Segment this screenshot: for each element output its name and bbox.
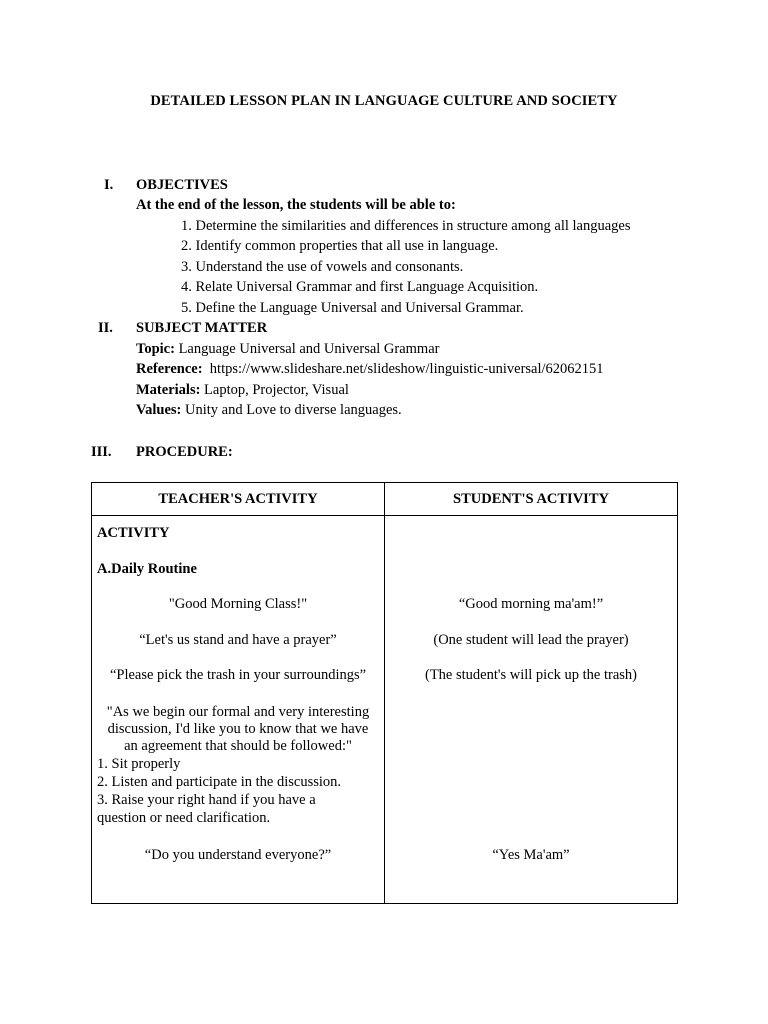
- table-header-student: STUDENT'S ACTIVITY: [453, 491, 609, 507]
- student-greeting: “Good morning ma'am!”: [458, 596, 604, 612]
- document-title: DETAILED LESSON PLAN IN LANGUAGE CULTURE AND SOCIETY: [150, 93, 618, 109]
- teacher-rule-2: 2. Listen and participate in the discussion.: [97, 774, 342, 790]
- teacher-rule-1: 1. Sit properly: [97, 756, 181, 772]
- reference-link[interactable]: https://www.slideshare.net/slideshow/linguistic-universal/62062151: [202, 361, 604, 377]
- teacher-rule-3a: 3. Raise your right hand if you have a: [97, 792, 316, 808]
- topic-label: Topic:: [136, 341, 175, 357]
- section-numeral-procedure: III.: [91, 444, 112, 460]
- values-value: Unity and Love to diverse languages.: [181, 402, 402, 418]
- teacher-understand: “Do you understand everyone?”: [144, 847, 332, 863]
- section-numeral-subject-matter: II.: [98, 320, 113, 336]
- section-heading-procedure: PROCEDURE:: [136, 444, 233, 460]
- section-heading-objectives: OBJECTIVES: [136, 177, 228, 193]
- student-trash: (The student's will pick up the trash): [424, 667, 637, 683]
- teacher-rule-3b: question or need clarification.: [97, 810, 271, 826]
- objective-item-1: 1. Determine the similarities and differences in structure among all languages: [181, 218, 631, 234]
- objective-item-3: 3. Understand the use of vowels and consonants.: [181, 259, 464, 275]
- section-numeral-objectives: I.: [104, 177, 114, 193]
- daily-routine-heading: A.Daily Routine: [97, 561, 197, 577]
- teacher-agreement-line-3: an agreement that should be followed:": [124, 738, 352, 754]
- teacher-agreement-line-2: discussion, I'd like you to know that we have: [107, 721, 369, 737]
- student-prayer: (One student will lead the prayer): [433, 632, 629, 648]
- procedure-table: [91, 482, 678, 904]
- objectives-intro: At the end of the lesson, the students will be able to:: [136, 197, 456, 213]
- table-header-teacher: TEACHER'S ACTIVITY: [158, 491, 318, 507]
- reference-label: Reference:: [136, 361, 203, 377]
- topic-row: [136, 339, 439, 359]
- teacher-agreement-line-1: "As we begin our formal and very interesting: [106, 704, 370, 720]
- materials-value: Laptop, Projector, Visual: [200, 382, 349, 398]
- objective-item-5: 5. Define the Language Universal and Universal Grammar.: [181, 300, 524, 316]
- reference-row: [136, 359, 604, 379]
- objective-item-2: 2. Identify common properties that all use in language.: [181, 238, 499, 254]
- table-column-divider: [384, 483, 385, 903]
- teacher-trash: “Please pick the trash in your surroundings”: [109, 667, 367, 683]
- topic-value: Language Universal and Universal Grammar: [174, 341, 440, 357]
- activity-heading: ACTIVITY: [97, 525, 170, 541]
- values-label: Values:: [136, 402, 182, 418]
- materials-row: [136, 380, 349, 400]
- teacher-greeting: "Good Morning Class!": [168, 596, 308, 612]
- teacher-prayer: “Let's us stand and have a prayer”: [139, 632, 337, 648]
- objective-item-4: 4. Relate Universal Grammar and first Language Acquisition.: [181, 279, 539, 295]
- section-heading-subject-matter: SUBJECT MATTER: [136, 320, 268, 336]
- table-header-divider: [92, 515, 677, 516]
- values-row: [136, 400, 402, 420]
- materials-label: Materials:: [136, 382, 201, 398]
- student-understand: “Yes Ma'am”: [492, 847, 570, 863]
